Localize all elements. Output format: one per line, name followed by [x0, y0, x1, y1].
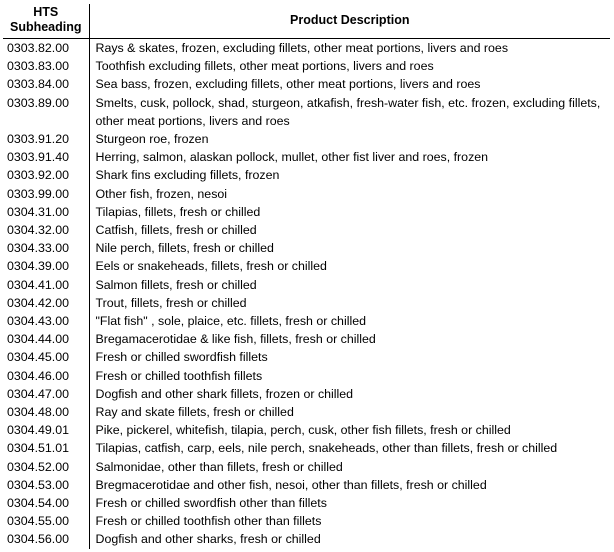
table-row	[3, 494, 610, 512]
description-cell: Bregamacerotidae & like fish, fillets, fresh or chilled	[95, 332, 376, 347]
table-row	[3, 476, 610, 494]
table-row	[3, 148, 610, 166]
hts-code-cell: 0304.42.00	[3, 294, 89, 312]
table-row	[3, 385, 610, 403]
hts-code-cell: 0303.99.00	[3, 185, 89, 203]
hts-table	[3, 4, 610, 549]
hts-code-cell: 0304.43.00	[3, 312, 89, 330]
hts-code-cell: 0304.53.00	[3, 476, 89, 494]
description-cell: Dogfish and other shark fillets, frozen or chilled	[95, 386, 354, 401]
description-cell: Fresh or chilled swordfish other than fillets	[95, 496, 327, 511]
hts-code-cell: 0304.54.00	[3, 494, 89, 512]
hts-code-cell: 0304.39.00	[3, 257, 89, 275]
description-cell: Salmonidae, other than fillets, fresh or chilled	[95, 459, 343, 474]
table-row	[3, 421, 610, 439]
hts-code-cell: 0303.89.00	[3, 94, 89, 130]
table-row	[3, 166, 610, 184]
description-cell: Fresh or chilled swordfish fillets	[95, 350, 268, 365]
hts-code-cell: 0304.32.00	[3, 221, 89, 239]
description-cell: Bregmacerotidae and other fish, nesoi, other than fillets, fresh or chilled	[95, 477, 487, 492]
hts-code-cell: 0304.44.00	[3, 330, 89, 348]
table-row	[3, 94, 610, 130]
hts-code-cell: 0303.92.00	[3, 166, 89, 184]
description-cell: Herring, salmon, alaskan pollock, mullet, other fist liver and roes, frozen	[95, 150, 489, 165]
description-cell: Pike, pickerel, whitefish, tilapia, perch, cusk, other fish fillets, fresh or chilled	[95, 423, 511, 438]
hts-header-line1: HTS	[33, 5, 59, 19]
table-header	[3, 4, 610, 39]
description-cell: Dogfish and other sharks, fresh or chilled	[95, 532, 321, 547]
hts-code-cell: 0303.91.20	[3, 130, 89, 148]
table-row	[3, 257, 610, 275]
hts-code-cell: 0303.91.40	[3, 148, 89, 166]
hts-code-cell: 0304.49.01	[3, 421, 89, 439]
product-description-header: Product Description	[89, 4, 610, 39]
table-row	[3, 75, 610, 93]
table-row	[3, 367, 610, 385]
hts-code-cell: 0304.33.00	[3, 239, 89, 257]
table-row	[3, 530, 610, 548]
table-row	[3, 312, 610, 330]
table-row	[3, 130, 610, 148]
description-cell: Smelts, cusk, pollock, shad, sturgeon, atkafish, fresh-water fish, etc. frozen, excluding fillets, other meat portions, livers and roes	[95, 95, 601, 128]
description-cell: "Flat fish" , sole, plaice, etc. fillets, fresh or chilled	[95, 314, 366, 329]
table-row	[3, 348, 610, 366]
table-row	[3, 458, 610, 476]
table-row	[3, 57, 610, 75]
table-row	[3, 403, 610, 421]
description-cell: Other fish, frozen, nesoi	[95, 186, 228, 201]
hts-code-cell: 0303.82.00	[3, 39, 89, 58]
description-cell: Tilapias, catfish, carp, eels, nile perch, snakeheads, other than fillets, fresh or chilled	[95, 441, 558, 456]
hts-code-cell: 0303.84.00	[3, 75, 89, 93]
table-row	[3, 276, 610, 294]
hts-code-cell: 0304.47.00	[3, 385, 89, 403]
hts-code-cell: 0304.55.00	[3, 512, 89, 530]
hts-header-line2: Subheading	[9, 20, 82, 34]
hts-code-cell: 0303.83.00	[3, 57, 89, 75]
description-cell: Sea bass, frozen, excluding fillets, other meat portions, livers and roes	[95, 77, 481, 92]
description-cell: Fresh or chilled toothfish other than fillets	[95, 514, 322, 529]
hts-subheading-header	[3, 4, 89, 39]
description-cell: Shark fins excluding fillets, frozen	[95, 168, 280, 183]
header-row	[3, 4, 610, 39]
description-cell: Tilapias, fillets, fresh or chilled	[95, 204, 261, 219]
description-cell: Nile perch, fillets, fresh or chilled	[95, 241, 274, 256]
hts-code-cell: 0304.56.00	[3, 530, 89, 548]
description-cell: Toothfish excluding fillets, other meat portions, livers and roes	[95, 59, 434, 74]
table-body	[3, 39, 610, 549]
table-row	[3, 39, 610, 58]
table-row	[3, 221, 610, 239]
description-cell: Sturgeon roe, frozen	[95, 132, 209, 147]
hts-code-cell: 0304.51.01	[3, 439, 89, 457]
hts-code-cell: 0304.41.00	[3, 276, 89, 294]
description-cell: Rays & skates, frozen, excluding fillets, other meat portions, livers and roes	[95, 41, 509, 55]
hts-code-cell: 0304.48.00	[3, 403, 89, 421]
table-row	[3, 294, 610, 312]
description-cell: Eels or snakeheads, fillets, fresh or chilled	[95, 259, 327, 274]
table-row	[3, 512, 610, 530]
description-cell: Trout, fillets, fresh or chilled	[95, 295, 247, 310]
table-row	[3, 439, 610, 457]
table-row	[3, 185, 610, 203]
description-cell: Salmon fillets, fresh or chilled	[95, 277, 257, 292]
description-cell: Fresh or chilled toothfish fillets	[95, 368, 263, 383]
hts-code-cell: 0304.45.00	[3, 348, 89, 366]
description-cell: Ray and skate fillets, fresh or chilled	[95, 405, 294, 420]
table-row	[3, 239, 610, 257]
table-row	[3, 330, 610, 348]
hts-code-cell: 0304.52.00	[3, 458, 89, 476]
description-cell: Catfish, fillets, fresh or chilled	[95, 223, 257, 238]
table-row	[3, 203, 610, 221]
hts-code-cell: 0304.46.00	[3, 367, 89, 385]
hts-code-cell: 0304.31.00	[3, 203, 89, 221]
